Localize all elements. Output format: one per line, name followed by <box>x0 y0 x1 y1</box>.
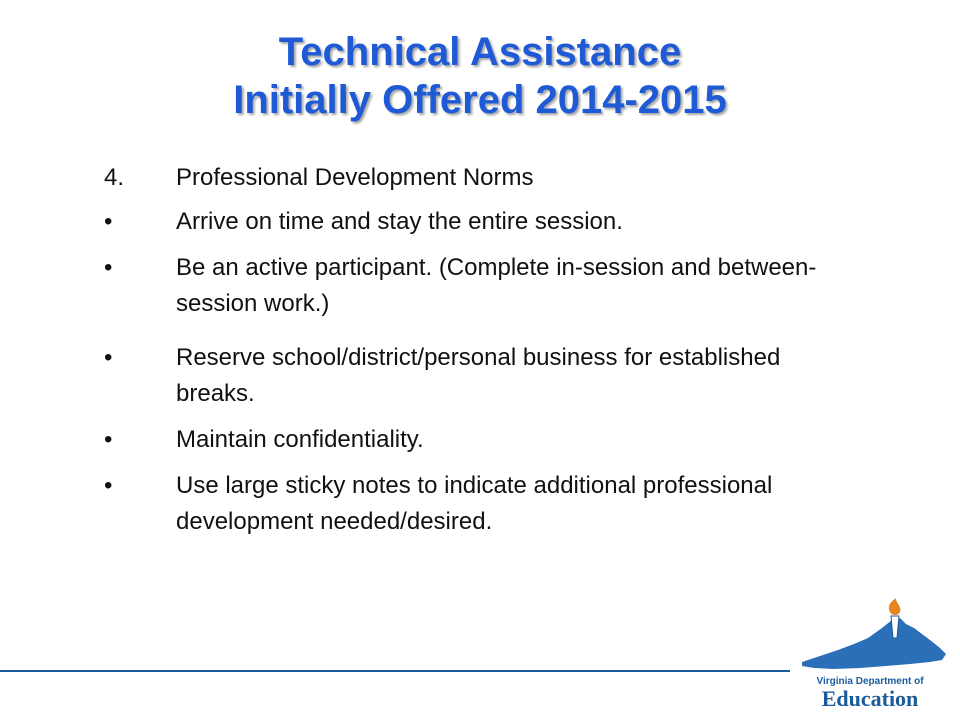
bullet: • <box>104 472 113 499</box>
list-item-text: Maintain confidentiality. <box>176 426 424 453</box>
bullet: • <box>104 254 113 281</box>
list-item-text: Use large sticky notes to indicate additional professional development needed/desired. <box>176 472 773 535</box>
vdoe-logo-graphic <box>790 598 950 710</box>
virginia-map-icon <box>802 618 946 669</box>
slide-title <box>0 28 960 124</box>
section-heading-text: Professional Development Norms <box>176 164 534 191</box>
torch-flame-icon <box>889 598 901 615</box>
logo-text-line-1: Virginia Department of <box>816 676 924 687</box>
title-line-2: Initially Offered 2014-2015 <box>233 78 727 122</box>
list-number: 4. <box>104 164 125 191</box>
footer-divider <box>0 670 790 672</box>
bullet: • <box>104 344 113 371</box>
bullet: • <box>104 208 113 235</box>
list-item-text: Arrive on time and stay the entire session. <box>176 208 623 235</box>
list-item-text: Be an active participant. (Complete in-session and between-session work.) <box>176 254 817 317</box>
logo-text-line-2: Education <box>821 686 919 710</box>
list-item-text: Reserve school/district/personal business for established breaks. <box>176 344 781 407</box>
title-line-1: Technical Assistance <box>278 30 682 74</box>
bullet: • <box>104 426 113 453</box>
vdoe-logo <box>790 598 950 710</box>
